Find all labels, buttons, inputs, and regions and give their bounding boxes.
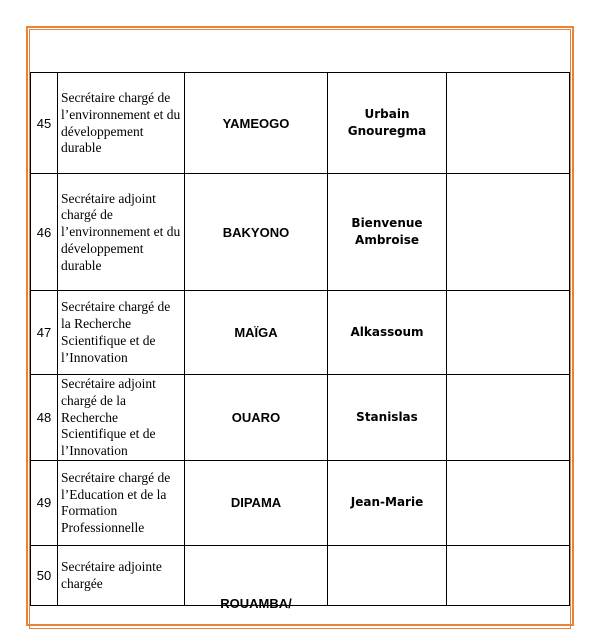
table-row: [31, 375, 570, 461]
first-name-cell: Jean-Marie: [328, 460, 447, 545]
note-cell: [447, 291, 570, 375]
note-cell: [447, 174, 570, 291]
last-name-cell: DIPAMA: [185, 460, 328, 545]
note-cell: [447, 375, 570, 461]
row-number: 47: [31, 291, 58, 375]
role-text: Secrétaire adjointe chargée: [61, 559, 162, 591]
role-cell: [58, 291, 185, 375]
table-row: [31, 545, 570, 605]
row-number: 49: [31, 460, 58, 545]
role-text: Secrétaire chargé de la Recherche Scientifique et de l’Innovation: [61, 299, 171, 365]
table-row: [31, 291, 570, 375]
note-cell: [447, 73, 570, 174]
last-name-cell: OUARO: [185, 375, 328, 461]
role-cell: [58, 174, 185, 291]
row-number: 45: [31, 73, 58, 174]
last-name-text: ROUAMBA/: [220, 595, 292, 611]
row-number: 50: [31, 545, 58, 605]
table-row: [31, 73, 570, 174]
role-cell: [58, 460, 185, 545]
role-text: Secrétaire chargé de l’Education et de la Formation Professionnelle: [61, 469, 171, 536]
first-name-cell: Bienvenue Ambroise: [328, 174, 447, 291]
last-name-cell: MAÏGA: [185, 291, 328, 375]
row-number: 48: [31, 375, 58, 461]
role-cell: [58, 545, 185, 605]
last-name-cell: [185, 545, 328, 611]
first-name-cell: Stanislas: [328, 375, 447, 461]
table-row: [31, 460, 570, 545]
role-text: Secrétaire adjoint chargé de la Recherche Scientifique et de l’Innovation: [61, 376, 156, 459]
role-cell: [58, 73, 185, 174]
last-name-cell: BAKYONO: [185, 174, 328, 291]
roster-table: [30, 72, 570, 611]
role-text: Secrétaire chargé de l’environnement et du développement durable: [61, 89, 181, 156]
row-number: 46: [31, 174, 58, 291]
note-cell: [447, 460, 570, 545]
first-name-cell: [328, 545, 447, 605]
role-cell: [58, 375, 185, 461]
table-row: [31, 174, 570, 291]
role-text: Secrétaire adjoint chargé de l’environnement et du développement durable: [61, 190, 181, 273]
first-name-cell: Alkassoum: [328, 291, 447, 375]
note-cell: [447, 545, 570, 605]
last-name-cell: YAMEOGO: [185, 73, 328, 174]
first-name-cell: Urbain Gnouregma: [328, 73, 447, 174]
